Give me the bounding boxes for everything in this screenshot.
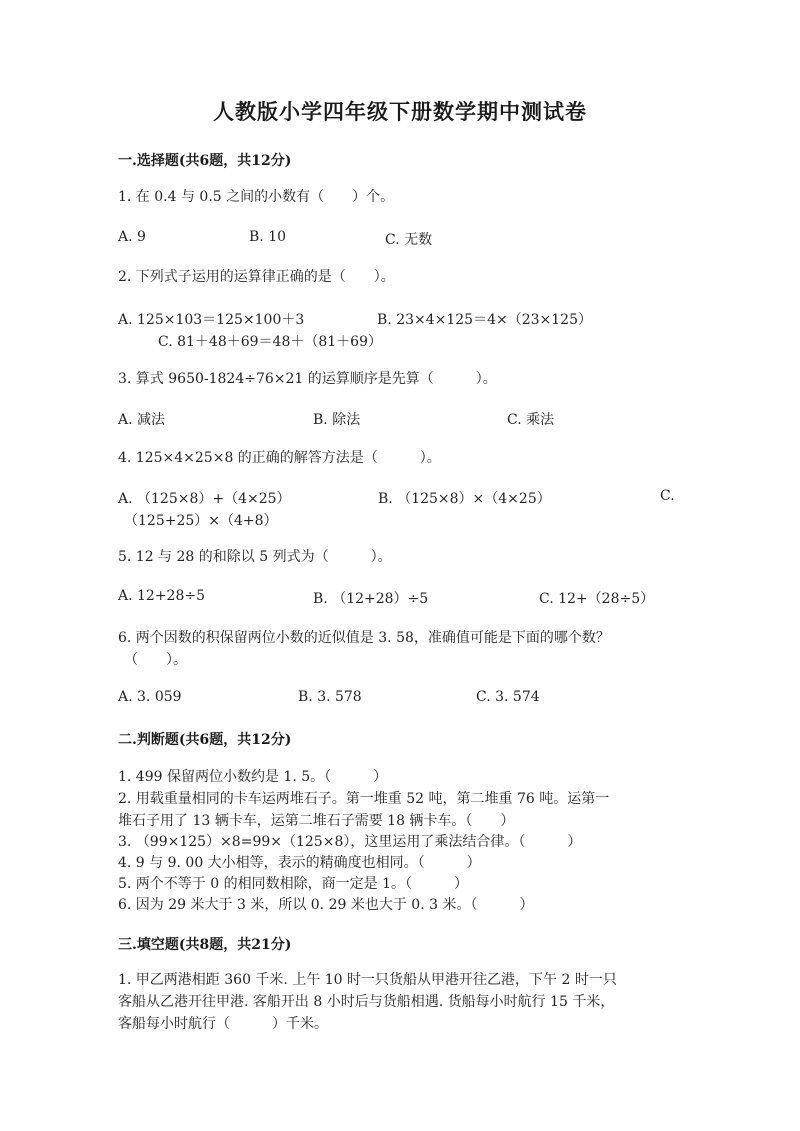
q5-option-c: C. 12+（28÷5） xyxy=(539,591,655,607)
q2-option-b: B. 23×4×125＝4×（23×125） xyxy=(377,312,592,328)
judge-line: 4. 9 与 9. 00 大小相等，表示的精确度也相同。（ ） xyxy=(118,855,481,871)
question-6-stem: 6. 两个因数的积保留两位小数的近似值是 3. 58，准确值可能是下面的哪个数？ xyxy=(118,630,610,646)
question-3-stem: 3. 算式 9650-1824÷76×21 的运算顺序是先算（ ）。 xyxy=(118,371,497,387)
fill-question-line: 客船从乙港开往甲港. 客船开出 8 小时后与货船相遇. 货船每小时航行 15 千米， xyxy=(118,994,615,1010)
q4-option-c: （125+25）×（4+8） xyxy=(124,513,278,529)
q6-option-c: C. 3. 574 xyxy=(476,689,540,705)
q5-option-b: B. （12+28）÷5 xyxy=(313,591,429,607)
q1-option-b: B. 10 xyxy=(249,229,287,245)
judge-line: 5. 两个不等于 0 的相同数相除，商一定是 1。（ ） xyxy=(118,876,468,892)
question-5-stem: 5. 12 与 28 的和除以 5 列式为（ ）。 xyxy=(118,549,392,565)
q2-option-c: C. 81＋48＋69＝48＋（81＋69） xyxy=(158,334,382,350)
fill-question-line: 客船每小时航行（ ）千米。 xyxy=(118,1016,328,1032)
judge-line: 2. 用载重量相同的卡车运两堆石子。第一堆重 52 吨，第二堆重 76 吨。运第一 xyxy=(118,791,610,807)
q3-option-a: A. 减法 xyxy=(118,412,166,428)
section-heading-fill: 三.填空题(共8题，共21分) xyxy=(118,937,292,953)
section-heading-choice: 一.选择题(共6题，共12分) xyxy=(118,153,292,169)
q6-option-b: B. 3. 578 xyxy=(298,689,362,705)
q4-option-a: A. （125×8）+（4×25） xyxy=(118,491,291,507)
question-1-stem: 1. 在 0.4 与 0.5 之间的小数有（ ）个。 xyxy=(118,189,395,205)
q4-option-b: B. （125×8）×（4×25） xyxy=(378,491,551,507)
q3-option-c: C. 乘法 xyxy=(507,412,555,428)
q6-option-a: A. 3. 059 xyxy=(118,689,182,705)
q5-option-a: A. 12+28÷5 xyxy=(118,588,206,604)
judge-line: 6. 因为 29 米大于 3 米，所以 0. 29 米也大于 0. 3 米。（ ） xyxy=(118,897,534,913)
judge-line: 堆石子用了 13 辆卡车，运第二堆石子需要 18 辆卡车。（ ） xyxy=(118,813,515,829)
fill-question-line: 1. 甲乙两港相距 360 千米. 上午 10 时一只货船从甲港开往乙港，下午 2 时一只 xyxy=(118,972,617,988)
question-4-stem: 4. 125×4×25×8 的正确的解答方法是（ ）。 xyxy=(118,450,441,466)
question-2-stem: 2. 下列式子运用的运算律正确的是（ ）。 xyxy=(118,269,395,285)
question-6-stem-cont: （ ）。 xyxy=(124,652,187,668)
page-title: 人教版小学四年级下册数学期中测试卷 xyxy=(213,99,587,124)
q1-option-a: A. 9 xyxy=(118,229,146,245)
q3-option-b: B. 除法 xyxy=(313,412,361,428)
q2-option-a: A. 125×103＝125×100＋3 xyxy=(118,312,305,328)
q1-option-c: C. 无数 xyxy=(385,232,433,248)
section-heading-judge: 二.判断题(共6题，共12分) xyxy=(118,732,292,748)
judge-line: 3. （99×125）×8=99×（125×8），这里运用了乘法结合律。（ ） xyxy=(118,834,582,850)
q4-option-c-label: C. xyxy=(660,488,675,504)
judge-line: 1. 499 保留两位小数约是 1. 5。（ ） xyxy=(118,769,388,785)
